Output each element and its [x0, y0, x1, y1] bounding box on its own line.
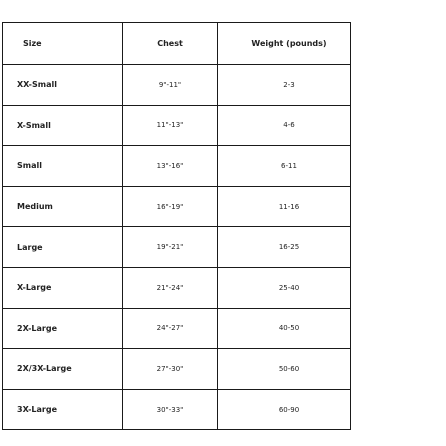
weight-cell: 50-60	[218, 349, 351, 390]
table-row	[3, 146, 351, 187]
table-row	[3, 186, 351, 227]
header-chest: Chest	[123, 23, 218, 65]
table-row	[3, 227, 351, 268]
chest-cell: 11"-13"	[123, 105, 218, 146]
table-row	[3, 267, 351, 308]
weight-cell: 4-6	[218, 105, 351, 146]
chest-cell: 13"-16"	[123, 146, 218, 187]
size-cell: 3X-Large	[3, 389, 123, 430]
table-row	[3, 308, 351, 349]
chest-cell: 27"-30"	[123, 349, 218, 390]
weight-cell: 2-3	[218, 65, 351, 106]
table-row	[3, 349, 351, 390]
size-cell: X-Small	[3, 105, 123, 146]
weight-cell: 25-40	[218, 267, 351, 308]
size-cell: 2X/3X-Large	[3, 349, 123, 390]
size-cell: X-Large	[3, 267, 123, 308]
chest-cell: 30"-33"	[123, 389, 218, 430]
header-size: Size	[3, 23, 123, 65]
chest-cell: 9"-11"	[123, 65, 218, 106]
weight-cell: 6-11	[218, 146, 351, 187]
table-header-row	[3, 23, 351, 65]
table-row	[3, 105, 351, 146]
table-row	[3, 389, 351, 430]
weight-cell: 40-50	[218, 308, 351, 349]
size-chart-table	[2, 22, 351, 430]
header-weight: Weight (pounds)	[218, 23, 351, 65]
chest-cell: 19"-21"	[123, 227, 218, 268]
chest-cell: 16"-19"	[123, 186, 218, 227]
weight-cell: 11-16	[218, 186, 351, 227]
weight-cell: 60-90	[218, 389, 351, 430]
size-cell: Small	[3, 146, 123, 187]
table-row	[3, 65, 351, 106]
size-cell: Large	[3, 227, 123, 268]
size-cell: 2X-Large	[3, 308, 123, 349]
chest-cell: 21"-24"	[123, 267, 218, 308]
chest-cell: 24"-27"	[123, 308, 218, 349]
size-cell: XX-Small	[3, 65, 123, 106]
size-cell: Medium	[3, 186, 123, 227]
weight-cell: 16-25	[218, 227, 351, 268]
